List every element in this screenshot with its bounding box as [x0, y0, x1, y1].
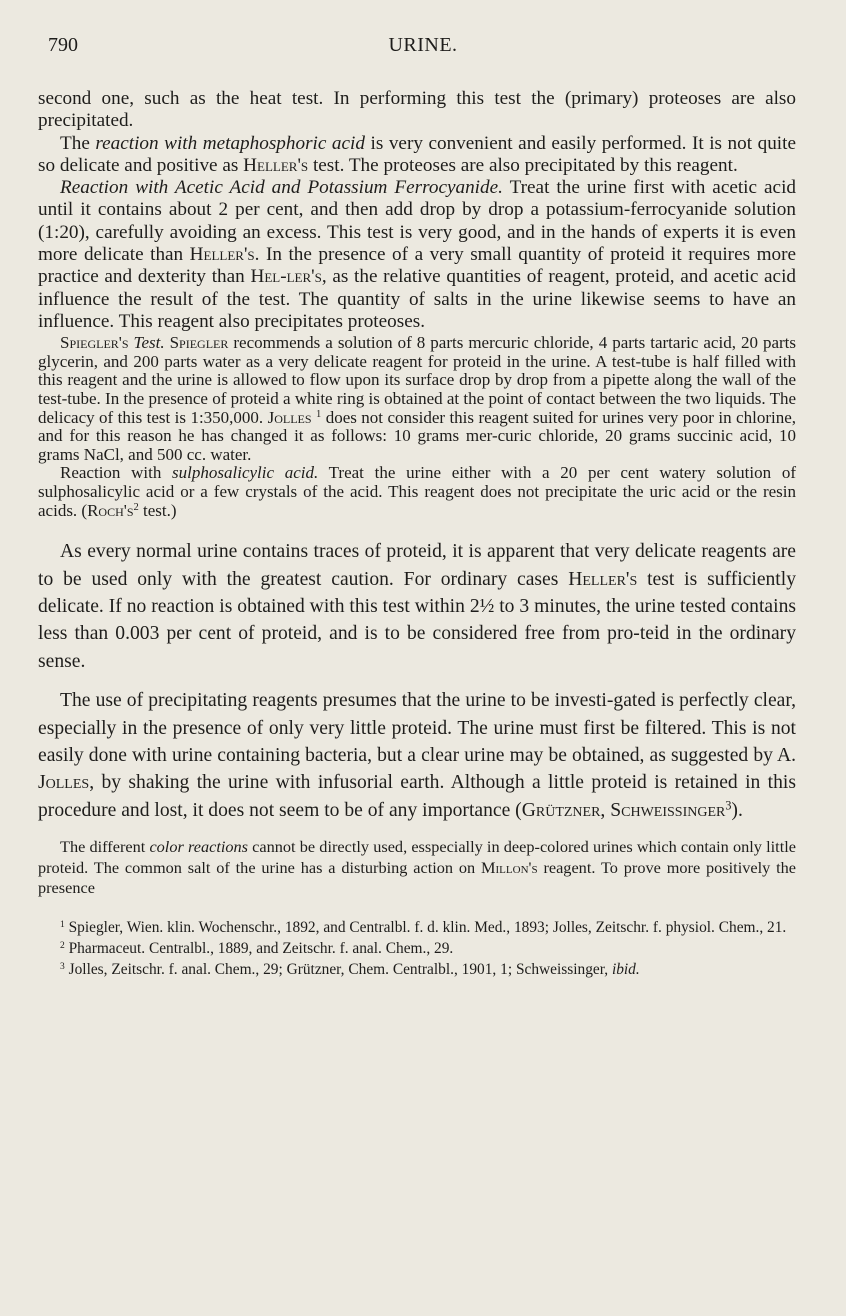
text-run: The: [60, 132, 96, 154]
text-run: recommends a solution of 8 parts mercuric chloride, 4 parts tartaric acid, 20 parts glycerin, and 200 parts water as a very delicate reagent for proteid in the urine. A test-tube is half filled with this reagent and the urine is allowed to flow upon its surface drop by drop from a pipette along the wall of the test-tube. In the presence of proteid a white ring is obtained at the point of contact between the two liquids. The delicacy of this test is 1:350,000.: [38, 333, 797, 427]
footnote-marker: 2: [60, 939, 65, 951]
text-run: second one, such as the heat test. In performing this test the (primary) proteoses are also precipitated.: [38, 88, 796, 132]
text-run: Reaction with: [60, 463, 173, 483]
paragraph: [38, 334, 796, 464]
italic-text: ibid.: [611, 961, 640, 979]
section-color-reactions: [38, 837, 796, 899]
footnote: [38, 938, 796, 959]
text-run: Jolles, Zeitschr. f. anal. Chem., 29; Grützner, Chem. Centralbl., 1901, 1; Schweissinger,: [64, 961, 612, 979]
text-run: does not consider this reagent suited for urines very poor in chlorine, and for this reason he has changed it as follows: 10 grams mer-curic chloride, 20 grams succinic acid, 10 grams NaCl, and 500 cc. water.: [38, 407, 796, 464]
small-caps-name: Grützner, Schweissinger: [521, 799, 726, 821]
paragraph: [38, 837, 796, 899]
italic-text: color reactions: [149, 837, 248, 857]
text-run: As every normal urine contains traces of proteid, it is apparent that very delicate reagents are to be used only with the greatest caution. For ordinary cases: [38, 541, 796, 590]
small-caps-name: Spiegler's: [60, 333, 129, 353]
page-number: 790: [48, 34, 78, 56]
footnote: [38, 917, 796, 938]
text-run: The different: [60, 837, 150, 857]
text-run: Spiegler, Wien. klin. Wochenschr., 1892, and Centralbl. f. d. klin. Med., 1893; Jolles, Zeitschr. f. physiol. Chem., 21.: [64, 918, 787, 936]
italic-text: reaction with metaphosphoric acid: [95, 132, 365, 154]
small-caps-name: Heller's: [568, 568, 638, 590]
section-caution: [38, 538, 796, 824]
footnote-marker: 2: [133, 501, 139, 513]
text-run: Treat the urine first with acetic acid until it contains about 2 per cent, and then add drop by drop a potassium-ferrocyanide solution (1:20), carefully avoiding an excess. This test is very good, and in the hands of experts it is even more delicate than: [38, 177, 796, 266]
text-run: The use of precipitating reagents presumes that the urine to be investi-gated is perfectly clear, especially in the presence of only very little proteid. The urine must first be filtered. This is not easily done with urine containing bacteria, but a clear urine may be obtained, as suggested by A.: [38, 690, 796, 767]
footnote-marker: 1: [316, 408, 322, 420]
paragraph: [38, 177, 796, 333]
text-run: is very convenient and easily performed. It is not quite so delicate and positive as: [38, 132, 796, 176]
text-run: test.): [138, 500, 177, 520]
running-title: URINE.: [388, 34, 458, 56]
paragraph: [38, 464, 796, 520]
italic-text: Test.: [133, 333, 165, 353]
footnotes: [38, 917, 796, 981]
paragraph: [38, 133, 796, 178]
footnote: [38, 959, 796, 980]
section-spiegler-test: [38, 334, 796, 520]
text-run: test is sufficiently delicate. If no reaction is obtained with this test within 2½ to 3 minutes, the urine tested contains less than 0.003 per cent of proteid, and is to be considered free from pro-teid in the ordinary sense.: [38, 568, 796, 672]
page-header: [48, 34, 798, 60]
text-run: cannot be directly used, esspecially in deep-colored urines which contain only little proteid. The common salt of the urine has a disturbing action on: [38, 837, 796, 877]
text-run: reagent. To prove more positively the presence: [38, 857, 796, 898]
small-caps-name: Heller's: [189, 244, 255, 266]
small-caps-name: Jolles: [38, 772, 90, 794]
small-caps-name: Millon's: [481, 857, 538, 877]
small-caps-name: Spiegler: [169, 333, 229, 353]
paragraph: [38, 88, 796, 133]
text-run: Pharmaceut. Centralbl., 1889, and Zeitschr. f. anal. Chem., 29.: [64, 940, 454, 958]
text-run: , as the relative quantities of reagent, proteid, and acetic acid influence the result of the test. The quantity of salts in the urine likewise seems to have an influence. This reagent also precipitates proteoses.: [38, 266, 796, 332]
paragraph: [38, 538, 796, 675]
text-run: ).: [731, 799, 743, 821]
footnote-marker: 3: [60, 961, 65, 973]
small-caps-name: Heller's: [243, 154, 309, 176]
footnote-marker: 1: [60, 918, 65, 930]
paragraph: [38, 687, 796, 824]
text-run: . In the presence of a very small quantity of proteid it requires more practice and dexterity than: [38, 244, 796, 288]
section-metaphosphoric-ferrocyanide: [38, 88, 796, 333]
text-run: test. The proteoses are also precipitated by this reagent.: [308, 154, 738, 176]
small-caps-name: Jolles: [267, 407, 312, 427]
italic-text: Reaction with Acetic Acid and Potassium Ferrocyanide.: [60, 177, 503, 199]
footnote-marker: 3: [725, 798, 732, 813]
small-caps-name: Roch's: [87, 500, 134, 520]
text-run: , by shaking the urine with infusorial earth. Although a little proteid is retained in this procedure and lost, it does not seem to be of any importance (: [38, 772, 796, 821]
italic-text: sulphosalicylic acid.: [172, 463, 319, 483]
page-body: [38, 88, 796, 981]
text-run: Treat the urine either with a 20 per cent watery solution of sulphosalicylic acid or a few crystals of the acid. This reagent does not precipitate the uric acid or the resin acids. (: [38, 463, 796, 520]
small-caps-name: Hel-ler's: [250, 266, 322, 288]
